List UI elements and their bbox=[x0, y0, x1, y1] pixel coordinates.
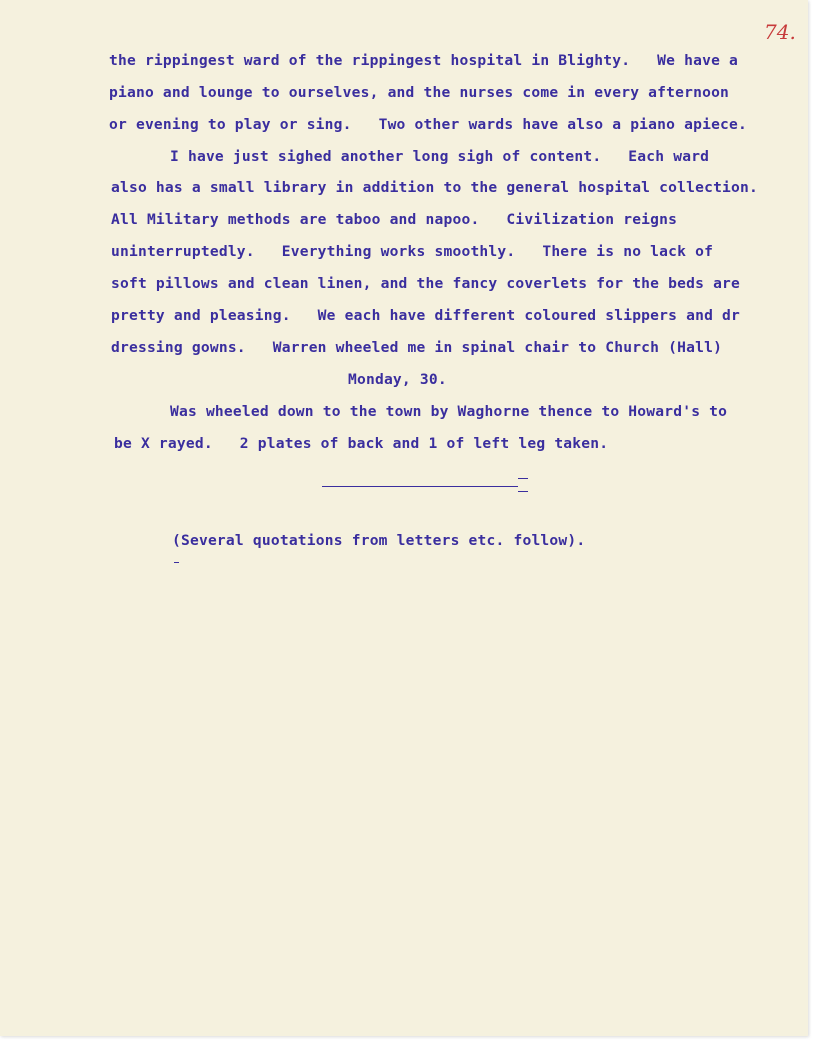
stray-mark bbox=[174, 562, 179, 563]
text-line: be X rayed. 2 plates of back and 1 of left leg taken. bbox=[114, 435, 609, 452]
divider-mark bbox=[518, 491, 528, 492]
divider-mark bbox=[518, 478, 528, 479]
text-line: soft pillows and clean linen, and the fancy coverlets for the beds are bbox=[111, 275, 741, 292]
text-line: Was wheeled down to the town by Waghorne thence to Howard's to bbox=[170, 403, 728, 420]
text-line: or evening to play or sing. Two other wards have also a piano apiece. bbox=[109, 116, 748, 133]
text-line: the rippingest ward of the rippingest hospital in Blighty. We have a bbox=[109, 52, 739, 69]
date-heading: Monday, 30. bbox=[348, 371, 447, 388]
text-line: uninterruptedly. Everything works smoothly. There is no lack of bbox=[111, 243, 714, 260]
text-line: dressing gowns. Warren wheeled me in spinal chair to Church (Hall) bbox=[111, 339, 723, 356]
text-line: also has a small library in addition to the general hospital collection. bbox=[111, 179, 759, 196]
section-divider bbox=[322, 486, 518, 487]
text-line: All Military methods are taboo and napoo. Civilization reigns bbox=[111, 211, 678, 228]
text-line: I have just sighed another long sigh of content. Each ward bbox=[170, 148, 710, 165]
text-line: piano and lounge to ourselves, and the nurses come in every afternoon bbox=[109, 84, 730, 101]
page-number: 74. bbox=[764, 20, 796, 44]
text-line: pretty and pleasing. We each have different coloured slippers and dr bbox=[111, 307, 741, 324]
closing-note: (Several quotations from letters etc. follow). bbox=[172, 532, 586, 549]
